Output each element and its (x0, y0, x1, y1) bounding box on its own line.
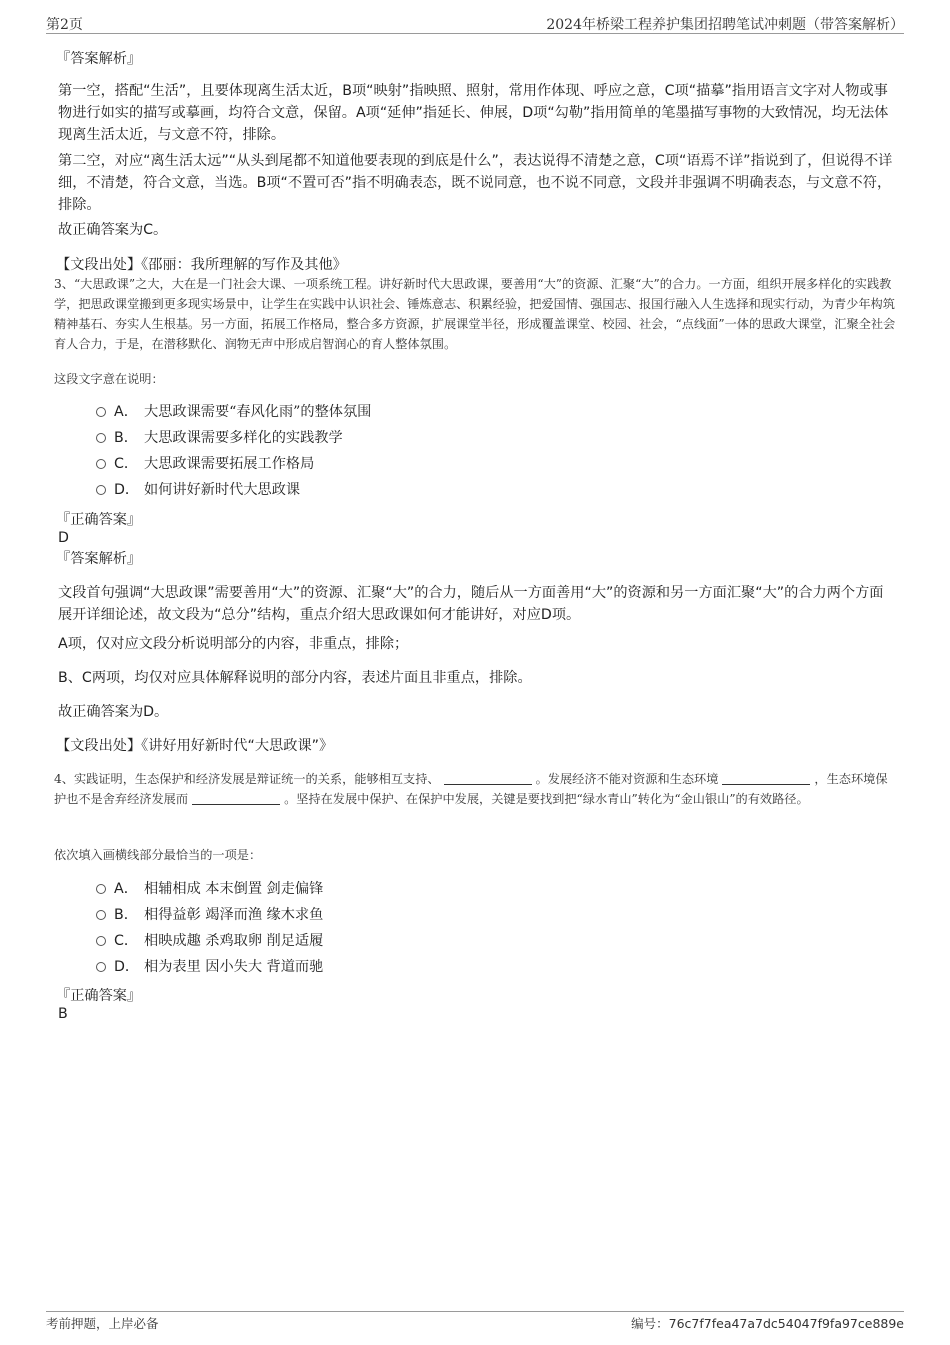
q4-stem-text: 。坚持在发展中保护、在保护中发展，关键是要找到把“绿水青山”转化为“金山银山”的有效路径。 (284, 792, 809, 806)
q3-option-d[interactable] (96, 480, 300, 500)
option-text: 大思政课需要拓展工作格局 (144, 456, 315, 472)
option-text: 大思政课需要“春风化雨”的整体氛围 (144, 404, 372, 420)
q4-option-d[interactable] (96, 957, 323, 977)
q2-analysis-paragraph-2: 第二空，对应“离生活太远”“从头到尾都不知道他要表现的到底是什么”，表达说得不清楚之意，C项“语焉不详”指说到了，但说得不详细，不清楚，符合文意，当选。B项“不置可否”指不明确表态，既不说同意，也不说不同意，文段并非强调不明确表态，与文意不符，排除。 (58, 153, 893, 213)
q4-question: 依次填入画横线部分最恰当的一项是： (54, 848, 262, 862)
q3-analysis-title: 『答案解析』 (56, 551, 142, 567)
q3-analysis-paragraph-1: 文段首句强调“大思政课”需要善用“大”的资源、汇聚“大”的合力，随后从一方面善用“大”的资源和另一方面汇聚“大”的合力两个方面展开详细论述，故文段为“总分”结构，重点介绍大思政课如何才能讲好，对应D项。 (58, 585, 884, 623)
radio-icon[interactable] (96, 910, 106, 920)
radio-icon[interactable] (96, 433, 106, 443)
q3-option-a[interactable] (96, 402, 371, 422)
q2-source: 【文段出处】《邵丽：我所理解的写作及其他》 (56, 257, 347, 273)
q3-source: 【文段出处】《讲好用好新时代“大思政课”》 (56, 738, 334, 754)
q4-option-b[interactable] (96, 905, 323, 925)
q3-option-c[interactable] (96, 454, 314, 474)
q4-stem-text: 。发展经济不能对资源和生态环境 (535, 772, 719, 786)
radio-icon[interactable] (96, 962, 106, 972)
radio-icon[interactable] (96, 407, 106, 417)
radio-icon[interactable] (96, 459, 106, 469)
blank-1 (444, 770, 532, 785)
q3-answer: D (58, 530, 69, 546)
document-serial: 编号：76c7f7fea47a7dc54047f9fa97ce889e (631, 1316, 904, 1331)
q4-stem-text: 4、实践证明，生态保护和经济发展是辩证统一的关系，能够相互支持、 (54, 772, 440, 786)
radio-icon[interactable] (96, 485, 106, 495)
option-letter: D． (114, 482, 140, 498)
q4-option-c[interactable] (96, 931, 323, 951)
q3-analysis-paragraph-3: B、C两项，均仅对应具体解释说明的部分内容，表述片面且非重点，排除。 (58, 670, 532, 686)
option-text: 相辅相成 本末倒置 剑走偏锋 (144, 881, 324, 897)
option-letter: D． (114, 959, 140, 975)
blank-3 (192, 790, 280, 805)
option-text: 相映成趣 杀鸡取卵 削足适履 (144, 933, 324, 949)
q4-option-a[interactable] (96, 879, 323, 899)
q2-conclusion: 故正确答案为C。 (58, 222, 168, 238)
q2-analysis-paragraph-1: 第一空，搭配“生活”，且要体现离生活太近，B项“映射”指映照、照射，常用作体现、呼应之意，C项“描摹”指用语言文字对人物或事物进行如实的描写或摹画，均符合文意，保留。A项“延伸”指延长、伸展，D项“勾勒”指用简单的笔墨描写事物的大致情况，均无法体现离生活太近，与文意不符，排除。 (58, 83, 889, 143)
option-letter: B． (114, 430, 138, 446)
option-letter: A． (114, 404, 138, 420)
option-letter: C． (114, 933, 139, 949)
footer-divider (46, 1311, 904, 1312)
q2-analysis-title: 『答案解析』 (56, 51, 142, 67)
option-text: 相为表里 因小失大 背道而驰 (144, 959, 324, 975)
q4-answer: B (58, 1006, 68, 1022)
q3-answer-title: 『正确答案』 (56, 512, 142, 528)
option-text: 相得益彰 竭泽而渔 缘木求鱼 (144, 907, 324, 923)
radio-icon[interactable] (96, 936, 106, 946)
q4-answer-title: 『正确答案』 (56, 988, 142, 1004)
q4-stem-text: ，生态环境保护也不是舍弃经济发展而 (54, 772, 888, 806)
q3-analysis-paragraph-2: A项，仅对应文段分析说明部分的内容，非重点，排除； (58, 636, 409, 652)
radio-icon[interactable] (96, 884, 106, 894)
header-divider (46, 33, 904, 34)
blank-2 (722, 770, 810, 785)
option-text: 大思政课需要多样化的实践教学 (144, 430, 343, 446)
footer-slogan: 考前押题，上岸必备 (46, 1316, 159, 1331)
option-letter: A． (114, 881, 138, 897)
q3-question: 这段文字意在说明： (54, 372, 164, 386)
q3-stem: 3、“大思政课”之大，大在是一门社会大课、一项系统工程。讲好新时代大思政课，要善用“大”的资源、汇聚“大”的合力。一方面，组织开展多样化的实践教学，把思政课堂搬到更多现实场景中，让学生在实践中认识社会、锤炼意志、积累经验，把爱国情、强国志、报国行融入人生选择和现实行动，为青少年构筑精神基石、夯实人生根基。另一方面，拓展工作格局，整合多方资源，扩展课堂半径，形成覆盖课堂、校园、社会，“点线面”一体的思政大课堂，汇聚全社会育人合力，于是，在潜移默化、润物无声中形成启智润心的育人整体氛围。 (54, 277, 896, 351)
option-text: 如何讲好新时代大思政课 (144, 482, 301, 498)
q3-option-b[interactable] (96, 428, 343, 448)
option-letter: C． (114, 456, 139, 472)
document-title: 2024年桥梁工程养护集团招聘笔试冲刺题（带答案解析） (546, 17, 904, 33)
page-number: 第2页 (46, 17, 83, 33)
q3-conclusion: 故正确答案为D。 (58, 704, 169, 720)
option-letter: B． (114, 907, 138, 923)
q4-stem (54, 769, 896, 809)
